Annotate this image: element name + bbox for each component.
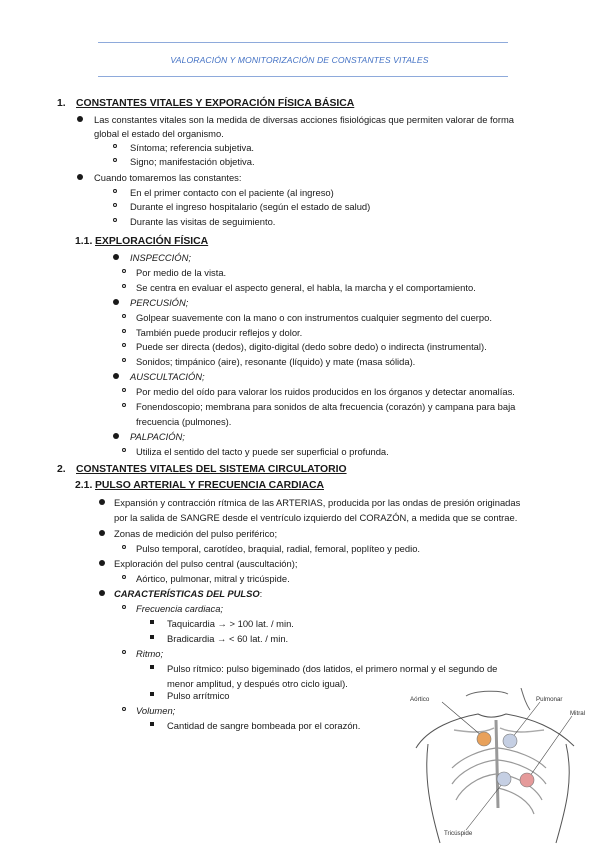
subsection-number: 2.1. [75, 480, 93, 491]
text-line: Por medio del oído para valorar los ruidos producidos en los órganos y detectar anomalías. [136, 386, 515, 397]
square-bullet-icon [150, 692, 154, 696]
pulse-characteristics-heading [114, 588, 262, 600]
text-line: Expansión y contracción rítmica de las ARTERIAS, producida por las ondas de presión originadas [114, 497, 521, 508]
text-line: frecuencia (pulmones). [136, 416, 232, 427]
circle-bullet-icon [122, 605, 126, 609]
text-line: También puede producir reflejos y dolor. [136, 327, 303, 338]
tricuspid-point-icon [497, 772, 511, 786]
text-line: por la salida de SANGRE desde el ventrículo izquierdo del CORAZÓN, a medida que se contrae. [114, 512, 518, 523]
pulmonary-label: Pulmonar [536, 696, 563, 703]
circle-bullet-icon [122, 343, 126, 347]
bullet-icon [99, 530, 105, 536]
aortic-point-icon [477, 732, 491, 746]
text-line: Durante el ingreso hospitalario (según el estado de salud) [130, 201, 371, 212]
text-line: Golpear suavemente con la mano o con instrumentos cualquier segmento del cuerpo. [136, 312, 492, 323]
circle-bullet-icon [122, 575, 126, 579]
square-bullet-icon [150, 635, 154, 639]
term-label: Volumen; [136, 705, 176, 716]
text-line: En el primer contacto con el paciente (al ingreso) [130, 187, 334, 198]
circle-bullet-icon [113, 144, 117, 148]
bullet-icon [113, 299, 119, 305]
pulmonary-point-icon [503, 734, 517, 748]
section-number: 1. [57, 98, 66, 109]
bullet-icon [113, 373, 119, 379]
text-line: Signo; manifestación objetiva. [130, 156, 255, 167]
term-label: CARACTERÍSTICAS DEL PULSO [114, 588, 260, 599]
subsection-title: PULSO ARTERIAL Y FRECUENCIA CARDIACA [95, 480, 324, 491]
text-line: Las constantes vitales son la medida de diversas acciones fisiológicas que permiten valorar de forma [94, 114, 515, 125]
circle-bullet-icon [122, 358, 126, 362]
square-bullet-icon [150, 665, 154, 669]
auscultation-points-diagram [406, 688, 599, 848]
text-line: Fonendoscopio; membrana para sonidos de alta frecuencia (corazón) y campana para baja [136, 401, 516, 412]
circle-bullet-icon [113, 189, 117, 193]
circle-bullet-icon [122, 329, 126, 333]
circle-bullet-icon [122, 314, 126, 318]
text-line: global el estado del organismo. [94, 128, 224, 139]
bullet-icon [99, 560, 105, 566]
circle-bullet-icon [122, 545, 126, 549]
section-title: CONSTANTES VITALES Y EXPORACIÓN FÍSICA BÁSICA [76, 98, 355, 109]
section-number: 2. [57, 464, 66, 475]
text-line: Pulso temporal, carotídeo, braquial, radial, femoral, poplíteo y pedio. [136, 543, 421, 554]
subsection-number: 1.1. [75, 236, 93, 247]
bullet-icon [113, 254, 119, 260]
text-line: Utiliza el sentido del tacto y puede ser superficial o profunda. [136, 446, 389, 457]
circle-bullet-icon [113, 203, 117, 207]
text-line: Cuando tomaremos las constantes: [94, 172, 242, 183]
mitral-label: Mitral [570, 710, 586, 717]
term-label: INSPECCIÓN; [130, 252, 191, 263]
circle-bullet-icon [113, 158, 117, 162]
text-line: menor amplitud, y después otro ciclo igual). [167, 678, 348, 689]
text-line: Cantidad de sangre bombeada por el corazón. [167, 720, 361, 731]
text-line: Bradicardia → < 60 lat. / min. [167, 633, 289, 644]
document-header-title: VALORACIÓN Y MONITORIZACIÓN DE CONSTANTES VITALES [170, 55, 429, 65]
text-line: Sonidos; timpánico (aire), resonante (líquido) y mate (masa sólida). [136, 356, 416, 367]
text-line: Se centra en evaluar el aspecto general, el habla, la marcha y el comportamiento. [136, 282, 476, 293]
circle-bullet-icon [122, 284, 126, 288]
text-line: Puede ser directa (dedos), digito-digital (dedo sobre dedo) o indirecta (instrumental). [136, 341, 487, 352]
text-line: Por medio de la vista. [136, 267, 227, 278]
text-line: Zonas de medición del pulso periférico; [114, 528, 278, 539]
subsection-2-1-heading [75, 480, 324, 492]
circle-bullet-icon [122, 388, 126, 392]
circle-bullet-icon [113, 218, 117, 222]
text-line: Pulso arrítmico [167, 690, 230, 701]
term-label: AUSCULTACIÓN; [130, 371, 205, 382]
circle-bullet-icon [122, 448, 126, 452]
circle-bullet-icon [122, 650, 126, 654]
term-label: Frecuencia cardiaca; [136, 603, 224, 614]
term-label: PALPACIÓN; [130, 431, 185, 442]
header-rule-bottom [98, 76, 508, 77]
square-bullet-icon [150, 620, 154, 624]
bullet-icon [99, 590, 105, 596]
square-bullet-icon [150, 722, 154, 726]
text-line: Pulso rítmico: pulso bigeminado (dos latidos, el primero normal y el segundo de [167, 663, 498, 674]
mitral-point-icon [520, 773, 534, 787]
tricuspid-label: Tricúspide [444, 830, 473, 837]
term-label: PERCUSIÓN; [130, 297, 189, 308]
subsection-1-1-heading [75, 236, 208, 248]
bullet-icon [77, 116, 83, 122]
section-title: CONSTANTES VITALES DEL SISTEMA CIRCULATORIO [76, 464, 347, 475]
section-1-heading [57, 98, 354, 110]
circle-bullet-icon [122, 269, 126, 273]
circle-bullet-icon [122, 403, 126, 407]
term-label: Ritmo; [136, 648, 164, 659]
bullet-icon [113, 433, 119, 439]
subsection-title: EXPLORACIÓN FÍSICA [95, 236, 209, 247]
header-rule-top [98, 42, 508, 43]
section-2-heading [57, 464, 347, 476]
text-line: Aórtico, pulmonar, mitral y tricúspide. [136, 573, 290, 584]
text-line: Exploración del pulso central (auscultación); [114, 558, 298, 569]
circle-bullet-icon [122, 707, 126, 711]
bullet-icon [77, 174, 83, 180]
text-line: Durante las visitas de seguimiento. [130, 216, 276, 227]
aortic-label: Aórtico [410, 696, 430, 703]
bullet-icon [99, 499, 105, 505]
text-line: Taquicardia → > 100 lat. / min. [167, 618, 294, 629]
colon: : [259, 588, 263, 599]
text-line: Síntoma; referencia subjetiva. [130, 142, 255, 153]
